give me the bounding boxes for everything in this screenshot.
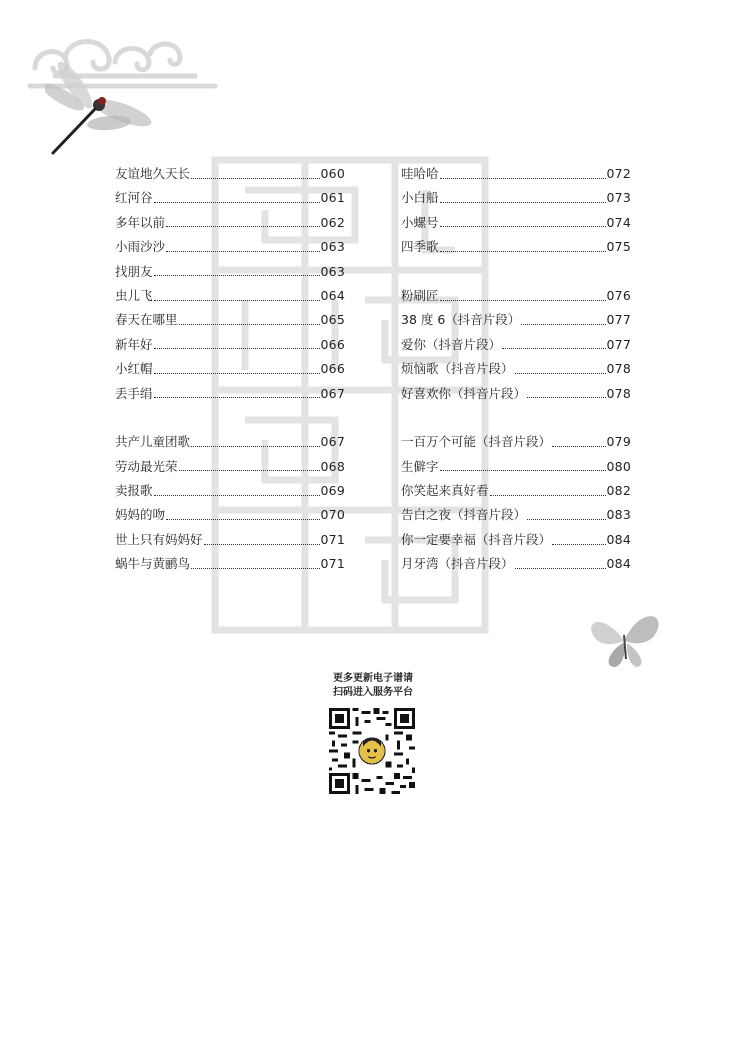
toc-page-number: 067 <box>320 434 345 450</box>
dot-leader <box>502 348 606 349</box>
toc-page-number: 067 <box>320 385 345 401</box>
toc-page-number: 076 <box>606 287 631 303</box>
section-gap <box>115 406 345 430</box>
dot-leader <box>154 348 320 349</box>
toc-entry[interactable] <box>115 186 345 210</box>
dot-leader <box>166 226 320 227</box>
toc-entry[interactable] <box>115 552 345 576</box>
toc-title: 爱你（抖音片段） <box>401 336 502 352</box>
toc-entry[interactable] <box>115 430 345 454</box>
toc-entry[interactable] <box>115 479 345 503</box>
qr-code-icon[interactable] <box>329 708 415 794</box>
toc-title: 一百万个可能（抖音片段） <box>401 434 552 450</box>
dot-leader <box>440 178 606 179</box>
toc-title: 友谊地久天长 <box>115 166 191 181</box>
dot-leader <box>154 202 320 203</box>
dot-leader <box>515 568 606 569</box>
dot-leader <box>166 519 320 520</box>
toc-title: 粉刷匠 <box>401 287 439 303</box>
toc-entry[interactable] <box>401 382 631 406</box>
dot-leader <box>154 397 320 398</box>
dot-leader <box>440 470 606 471</box>
toc-entry[interactable] <box>115 284 345 308</box>
toc-entry[interactable] <box>401 308 631 332</box>
toc-title: 烦恼歌（抖音片段） <box>401 361 514 377</box>
dot-leader <box>440 300 606 301</box>
toc-page-number: 060 <box>320 166 345 181</box>
toc-page-number: 072 <box>606 166 631 181</box>
toc-entry[interactable] <box>115 211 345 235</box>
toc-title: 蜗牛与黄鹂鸟 <box>115 556 191 572</box>
toc-entry[interactable] <box>115 308 345 332</box>
section-gap <box>401 260 631 284</box>
toc-title: 找朋友 <box>115 263 153 279</box>
toc-entry[interactable] <box>401 284 631 308</box>
dot-leader <box>154 373 320 374</box>
toc-entry[interactable] <box>401 162 631 186</box>
dot-leader <box>515 373 606 374</box>
toc-page-number: 075 <box>606 239 631 255</box>
toc-entry[interactable] <box>115 503 345 527</box>
toc-page-number: 084 <box>606 531 631 547</box>
toc-page-number: 069 <box>320 483 345 499</box>
toc-page-number: 073 <box>606 190 631 206</box>
toc-title: 世上只有妈妈好 <box>115 531 203 547</box>
dot-leader <box>440 226 606 227</box>
toc-page-number: 079 <box>606 434 631 450</box>
toc-page-number: 074 <box>606 214 631 230</box>
toc-entry[interactable] <box>401 430 631 454</box>
toc-title: 红河谷 <box>115 190 153 206</box>
dot-leader <box>191 178 320 179</box>
dragonfly-icon <box>45 55 160 160</box>
toc-title: 告白之夜（抖音片段） <box>401 507 527 523</box>
toc-page-number: 065 <box>320 312 345 328</box>
toc-title: 妈妈的吻 <box>115 507 166 523</box>
toc-left-column <box>115 162 345 577</box>
toc-entry[interactable] <box>401 528 631 552</box>
toc-page-number: 082 <box>606 483 631 499</box>
toc-page-number: 062 <box>320 214 345 230</box>
toc-entry[interactable] <box>115 382 345 406</box>
dot-leader <box>154 275 320 276</box>
toc-title: 好喜欢你（抖音片段） <box>401 385 527 401</box>
toc-entry[interactable] <box>115 357 345 381</box>
dot-leader <box>552 446 606 447</box>
toc-entry[interactable] <box>401 211 631 235</box>
toc-entry[interactable] <box>115 162 345 186</box>
toc-page-number: 083 <box>606 507 631 523</box>
toc-page-number: 070 <box>320 507 345 523</box>
section-gap <box>401 406 631 430</box>
toc-page-number: 077 <box>606 336 631 352</box>
toc-page-number: 061 <box>320 190 345 206</box>
toc-page-number: 066 <box>320 336 345 352</box>
toc-page-number: 068 <box>320 458 345 474</box>
qr-caption-line2: 扫码进入服务平台 <box>333 687 413 698</box>
toc-title: 丢手绢 <box>115 385 153 401</box>
butterfly-icon <box>585 605 665 675</box>
toc-title: 卖报歌 <box>115 483 153 499</box>
toc-entry[interactable] <box>401 357 631 381</box>
toc-right-column <box>401 162 631 577</box>
dot-leader <box>154 495 320 496</box>
toc-page-number: 078 <box>606 361 631 377</box>
dot-leader <box>527 397 606 398</box>
dot-leader <box>191 446 320 447</box>
toc-entry[interactable] <box>401 186 631 210</box>
dot-leader <box>154 300 320 301</box>
toc-page-number: 066 <box>320 361 345 377</box>
toc-title: 春天在哪里 <box>115 312 178 328</box>
dot-leader <box>191 568 320 569</box>
toc-title: 生僻字 <box>401 458 439 474</box>
toc-title: 小红帽 <box>115 361 153 377</box>
dot-leader <box>521 324 605 325</box>
dot-leader <box>166 251 320 252</box>
toc-entry[interactable] <box>401 503 631 527</box>
toc-entry[interactable] <box>401 333 631 357</box>
toc-page-number: 063 <box>320 239 345 255</box>
dot-leader <box>490 495 606 496</box>
toc-entry[interactable] <box>401 235 631 259</box>
toc-entry[interactable] <box>115 235 345 259</box>
toc-title: 虫儿飞 <box>115 287 153 303</box>
dot-leader <box>179 470 320 471</box>
toc-title: 你笑起来真好看 <box>401 483 489 499</box>
toc-title: 哇哈哈 <box>401 166 439 181</box>
dot-leader <box>179 324 320 325</box>
toc-page-number: 064 <box>320 287 345 303</box>
dot-leader <box>204 544 320 545</box>
toc-page-number: 078 <box>606 385 631 401</box>
toc-page-number: 077 <box>606 312 631 328</box>
toc-entry[interactable] <box>401 552 631 576</box>
toc-title: 你一定要幸福（抖音片段） <box>401 531 552 547</box>
toc-entry[interactable] <box>401 455 631 479</box>
toc-title: 四季歌 <box>401 239 439 255</box>
toc-page-number: 084 <box>606 556 631 572</box>
toc-title: 小雨沙沙 <box>115 239 166 255</box>
toc-page-number: 071 <box>320 531 345 547</box>
toc-title: 月牙湾（抖音片段） <box>401 556 514 572</box>
toc-entry[interactable] <box>115 528 345 552</box>
dot-leader <box>440 202 606 203</box>
toc-title: 劳动最光荣 <box>115 458 178 474</box>
toc-entry[interactable] <box>401 479 631 503</box>
toc-page-number: 071 <box>320 556 345 572</box>
toc-title: 多年以前 <box>115 214 166 230</box>
qr-caption-block <box>323 672 423 700</box>
toc-title: 小白船 <box>401 190 439 206</box>
toc-entry[interactable] <box>115 333 345 357</box>
toc-title: 小螺号 <box>401 214 439 230</box>
toc-entry[interactable] <box>115 260 345 284</box>
toc-entry[interactable] <box>115 455 345 479</box>
dot-leader <box>552 544 606 545</box>
toc-title: 38 度 6（抖音片段） <box>401 312 521 328</box>
dot-leader <box>440 251 606 252</box>
toc-title: 共产儿童团歌 <box>115 434 191 450</box>
dot-leader <box>527 519 606 520</box>
toc-title: 新年好 <box>115 336 153 352</box>
toc-page-number: 063 <box>320 263 345 279</box>
toc-page-number: 080 <box>606 458 631 474</box>
qr-caption-line1: 更多更新电子谱请 <box>333 673 413 684</box>
